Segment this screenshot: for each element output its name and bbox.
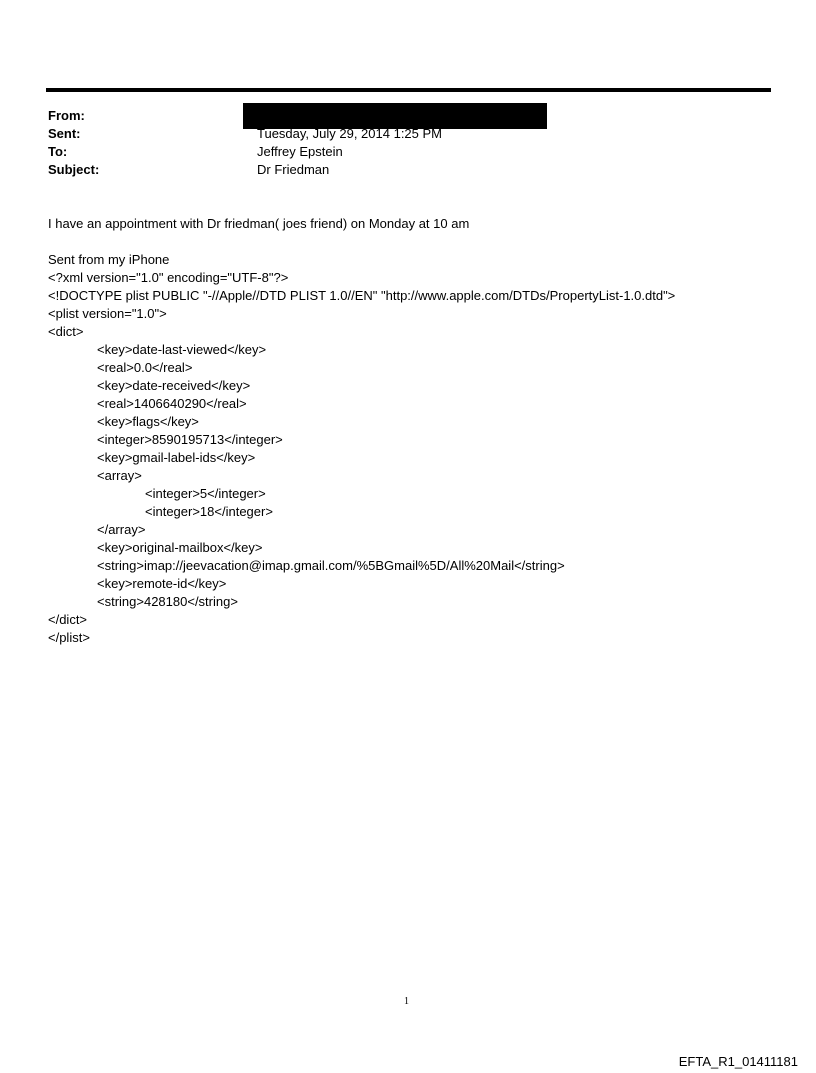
plist-line: <real>1406640290</real> — [97, 396, 247, 411]
plist-line: <integer>18</integer> — [145, 504, 273, 519]
signature-text: Sent from my iPhone — [48, 252, 170, 267]
plist-line: <real>0.0</real> — [97, 360, 193, 375]
to-label: To: — [48, 144, 68, 159]
plist-line: <integer>8590195713</integer> — [97, 432, 283, 447]
plist-line: <key>remote-id</key> — [97, 576, 227, 591]
to-value: Jeffrey Epstein — [257, 144, 343, 159]
plist-line: <?xml version="1.0" encoding="UTF-8"?> — [48, 270, 289, 285]
plist-line: <dict> — [48, 324, 84, 339]
plist-line: <string>imap://jeevacation@imap.gmail.com/%5BGmail%5D/All%20Mail</string> — [97, 558, 565, 573]
plist-line: <key>date-received</key> — [97, 378, 251, 393]
from-label: From: — [48, 108, 85, 123]
plist-line: <string>428180</string> — [97, 594, 238, 609]
subject-label: Subject: — [48, 162, 100, 177]
subject-value: Dr Friedman — [257, 162, 330, 177]
page-number: 1 — [404, 996, 409, 1007]
document-id: EFTA_R1_01411181 — [678, 1054, 798, 1069]
plist-line: <key>original-mailbox</key> — [97, 540, 263, 555]
plist-line: <key>date-last-viewed</key> — [97, 342, 267, 357]
plist-line: <integer>5</integer> — [145, 486, 266, 501]
plist-line: <array> — [97, 468, 142, 483]
sent-value: Tuesday, July 29, 2014 1:25 PM — [257, 126, 442, 141]
sent-label: Sent: — [48, 126, 81, 141]
top-rule — [46, 88, 771, 92]
plist-line: <key>gmail-label-ids</key> — [97, 450, 256, 465]
message-text: I have an appointment with Dr friedman( joes friend) on Monday at 10 am — [48, 216, 470, 231]
plist-line: <plist version="1.0"> — [48, 306, 167, 321]
plist-line: </dict> — [48, 612, 88, 627]
plist-line: </plist> — [48, 630, 90, 645]
plist-line: <key>flags</key> — [97, 414, 199, 429]
plist-line: <!DOCTYPE plist PUBLIC "-//Apple//DTD PLIST 1.0//EN" "http://www.apple.com/DTDs/PropertyList-1.0.dtd"> — [48, 288, 676, 303]
plist-line: </array> — [97, 522, 146, 537]
